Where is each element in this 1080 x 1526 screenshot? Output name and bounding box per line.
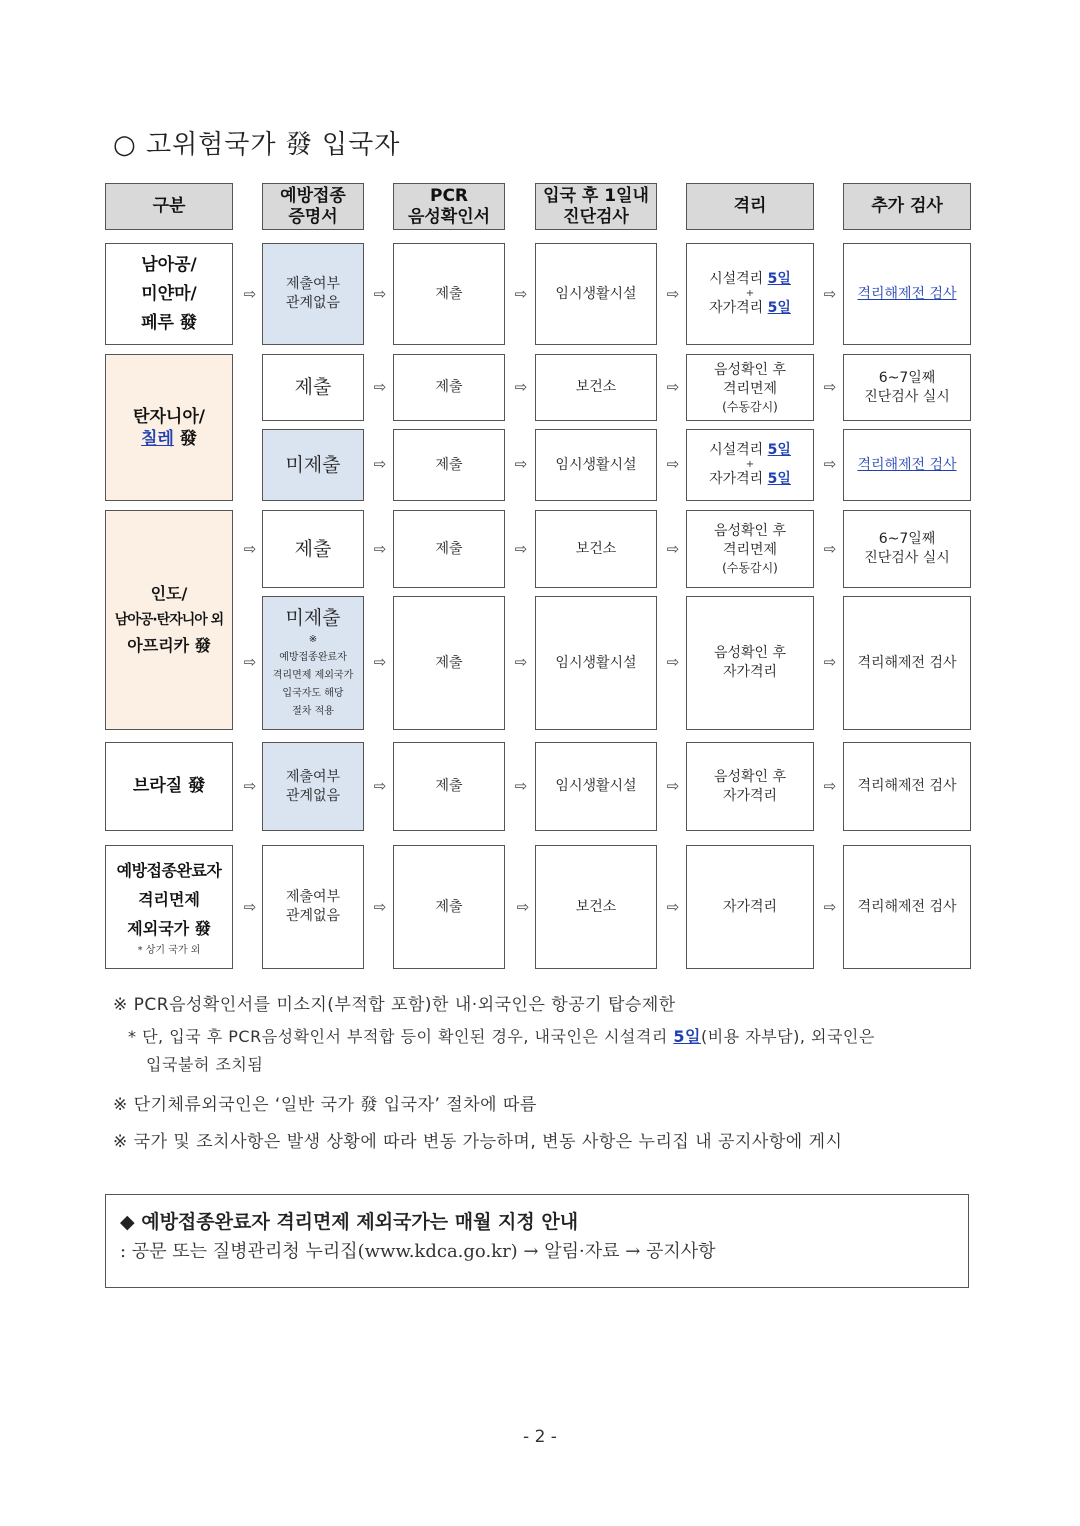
- header-additional-test: 추가 검사: [843, 183, 971, 230]
- vaccine-cell: 제출: [262, 510, 364, 588]
- quarantine-cell: 음성확인 후 자가격리: [686, 596, 814, 730]
- arrow-right-icon: ⇨: [823, 777, 837, 795]
- arrow-right-icon: ⇨: [666, 540, 680, 558]
- arrow-right-icon: ⇨: [516, 898, 530, 916]
- arrow-right-icon: ⇨: [823, 540, 837, 558]
- quarantine-cell: 시설격리 5일 + 자가격리 5일: [686, 429, 814, 501]
- arrow-right-icon: ⇨: [823, 455, 837, 473]
- note-short-term-foreigners: ※ 단기체류외국인은 ‘일반 국가 發 입국자’ 절차에 따름: [113, 1095, 537, 1115]
- test-cell: 임시생활시설: [535, 596, 657, 730]
- info-box-path: : 공문 또는 질병관리청 누리집(www.kdca.go.kr) → 알림·자료 → 공지사항: [120, 1241, 716, 1262]
- extra-test-cell: 격리해제전 검사: [843, 742, 971, 831]
- info-box-heading: ◆ 예방접종완료자 격리면제 제외국가는 매월 지정 안내: [120, 1211, 579, 1233]
- note-changes-notice: ※ 국가 및 조치사항은 발생 상황에 따라 변동 가능하며, 변동 사항은 누리집 내 공지사항에 게시: [113, 1132, 843, 1152]
- arrow-right-icon: ⇨: [823, 285, 837, 303]
- pcr-cell: 제출: [393, 596, 505, 730]
- arrow-right-icon: ⇨: [823, 653, 837, 671]
- arrow-right-icon: ⇨: [514, 378, 528, 396]
- arrow-right-icon: ⇨: [666, 777, 680, 795]
- pre-release-test-link[interactable]: 격리해제전 검사: [857, 456, 957, 473]
- pcr-cell: 제출: [393, 354, 505, 421]
- extra-test-cell: 격리해제전 검사: [843, 845, 971, 969]
- test-cell: 보건소: [535, 354, 657, 421]
- extra-test-cell: [843, 429, 971, 501]
- arrow-right-icon: ⇨: [373, 455, 387, 473]
- arrow-right-icon: ⇨: [666, 285, 680, 303]
- header-quarantine: 격리: [686, 183, 814, 230]
- pcr-cell: 제출: [393, 243, 505, 345]
- quarantine-cell: 음성확인 후 자가격리: [686, 742, 814, 831]
- test-cell: 임시생활시설: [535, 243, 657, 345]
- pcr-cell: 제출: [393, 742, 505, 831]
- chile-link[interactable]: 칠레: [141, 428, 174, 449]
- arrow-right-icon: ⇨: [514, 777, 528, 795]
- quarantine-cell: 음성확인 후 격리면제 (수동감시): [686, 510, 814, 588]
- test-cell: 임시생활시설: [535, 742, 657, 831]
- extra-test-cell: [843, 243, 971, 345]
- test-cell: 보건소: [535, 510, 657, 588]
- extra-test-cell: 6~7일째 진단검사 실시: [843, 354, 971, 421]
- arrow-right-icon: ⇨: [373, 540, 387, 558]
- extra-test-cell: 6~7일째 진단검사 실시: [843, 510, 971, 588]
- category-brazil: 브라질 發: [105, 742, 233, 831]
- vaccine-cell: 제출여부 관계없음: [262, 845, 364, 969]
- header-category: 구분: [105, 183, 233, 230]
- quarantine-cell: 시설격리 5일 + 자가격리 5일: [686, 243, 814, 345]
- category-india-africa: 인도/ 남아공·탄자니아 외 아프리카 發: [105, 510, 233, 730]
- arrow-right-icon: ⇨: [373, 285, 387, 303]
- arrow-right-icon: ⇨: [373, 378, 387, 396]
- arrow-right-icon: ⇨: [373, 898, 387, 916]
- vaccine-cell: 미제출 ※ 예방접종완료자 격리면제 제외국가 입국자도 해당 절차 적용: [262, 596, 364, 730]
- pcr-cell: 제출: [393, 510, 505, 588]
- category-tanzania-chile: 탄자니아/ 칠레 發: [105, 354, 233, 501]
- note-entry-denied: 입국불허 조치됨: [146, 1055, 264, 1074]
- arrow-right-icon: ⇨: [514, 455, 528, 473]
- pcr-cell: 제출: [393, 845, 505, 969]
- arrow-right-icon: ⇨: [373, 653, 387, 671]
- category-south-africa-myanmar-peru: 남아공/ 미얀마/ 페루 發: [105, 243, 233, 345]
- test-cell: 보건소: [535, 845, 657, 969]
- arrow-right-icon: ⇨: [243, 285, 257, 303]
- note-pcr-entry-exception: * 단, 입국 후 PCR음성확인서 부적합 등이 확인된 경우, 내국인은 시설격리 5일(비용 자부담), 외국인은: [128, 1027, 875, 1046]
- arrow-right-icon: ⇨: [666, 898, 680, 916]
- category-vaccinated-exempt-excluded: 예방접종완료자 격리면제 제외국가 發 * 상기 국가 외: [105, 845, 233, 969]
- arrow-right-icon: ⇨: [243, 777, 257, 795]
- vaccine-cell: 제출: [262, 354, 364, 421]
- vaccine-cell: 제출여부 관계없음: [262, 243, 364, 345]
- arrow-right-icon: ⇨: [666, 455, 680, 473]
- arrow-right-icon: ⇨: [243, 540, 257, 558]
- vaccine-cell: 제출여부 관계없음: [262, 742, 364, 831]
- arrow-right-icon: ⇨: [666, 653, 680, 671]
- note-pcr-boarding-restriction: ※ PCR음성확인서를 미소지(부적합 포함)한 내·외국인은 항공기 탑승제한: [113, 995, 676, 1015]
- arrow-right-icon: ⇨: [243, 653, 257, 671]
- header-diagnostic-test: 입국 후 1일내 진단검사: [535, 183, 657, 230]
- page-number: - 2 -: [523, 1427, 557, 1447]
- page-title: ○ 고위험국가 發 입국자: [113, 130, 401, 160]
- arrow-right-icon: ⇨: [823, 378, 837, 396]
- vaccine-cell: 미제출: [262, 429, 364, 501]
- info-box: [105, 1194, 969, 1288]
- test-cell: 임시생활시설: [535, 429, 657, 501]
- header-pcr-certificate: PCR 음성확인서: [393, 183, 505, 230]
- pre-release-test-link[interactable]: 격리해제전 검사: [857, 285, 957, 302]
- arrow-right-icon: ⇨: [373, 777, 387, 795]
- arrow-right-icon: ⇨: [514, 653, 528, 671]
- quarantine-cell: 자가격리: [686, 845, 814, 969]
- extra-test-cell: 격리해제전 검사: [843, 596, 971, 730]
- pcr-cell: 제출: [393, 429, 505, 501]
- arrow-right-icon: ⇨: [823, 898, 837, 916]
- arrow-right-icon: ⇨: [243, 898, 257, 916]
- header-vaccine-certificate: 예방접종 증명서: [262, 183, 364, 230]
- arrow-right-icon: ⇨: [514, 285, 528, 303]
- arrow-right-icon: ⇨: [514, 540, 528, 558]
- quarantine-cell: 음성확인 후 격리면제 (수동감시): [686, 354, 814, 421]
- arrow-right-icon: ⇨: [666, 378, 680, 396]
